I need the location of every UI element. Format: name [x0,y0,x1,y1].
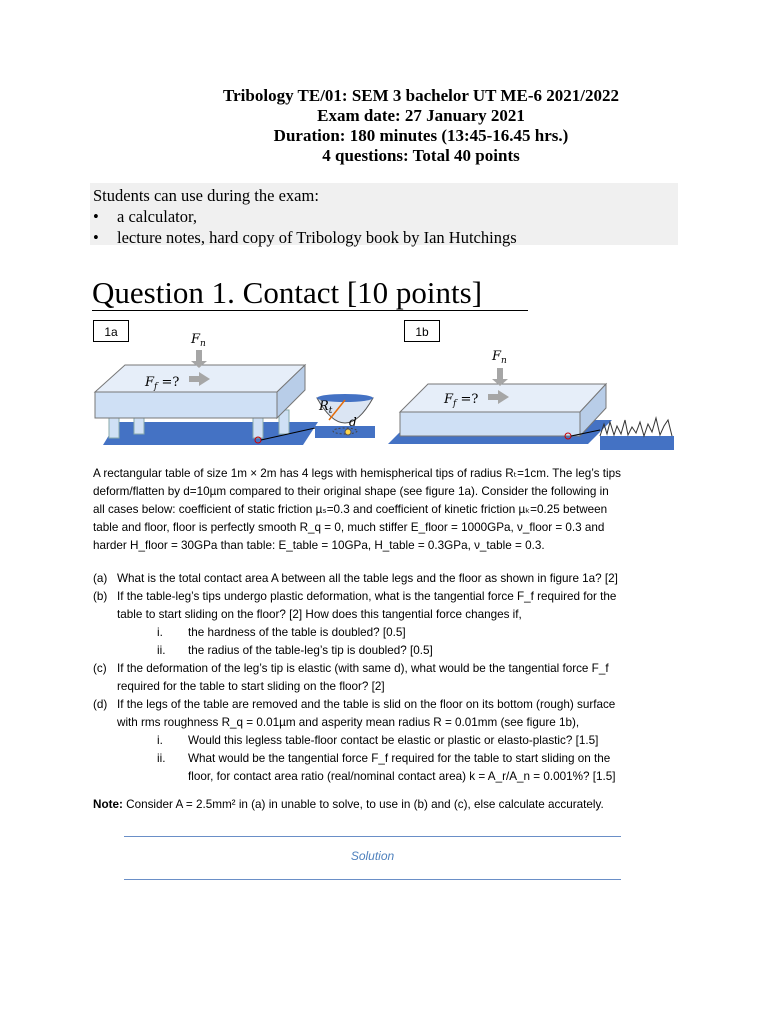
header-date: Exam date: 27 January 2021 [317,106,525,125]
figure-1b-diagram [388,340,688,455]
question-b: (b) If the table-leg’s tips undergo plastic deformation, what is the tangential force F_f required for the table to start sliding on the floor? [2] How does this tangential force changes if, [93,590,617,621]
table-front [95,392,277,418]
statement-line: table and floor, floor is perfectly smooth R_q = 0, much stiffer E_floor = 1000GPa, ν_floor = 0.3 and [93,521,605,534]
note-text: Consider A = 2.5mm² in (a) in unable to solve, to use in (b) and (c), else calculate accurately. [122,798,604,811]
ff-label: F [145,375,155,390]
question-title: Question 1. Contact [10 points] [92,275,483,310]
statement-line: deform/flatten by d=10µm compared to their original shape (see figure 1a). Consider the following in [93,485,609,498]
exam-header [0,86,768,166]
question-d: (d) If the legs of the table are removed and the table is slid on the floor on its bottom (rough) surface with rms roughness R_q = 0.01µm and asperity mean radius R = 0.01mm (see figure 1b), [93,698,616,729]
svg-text:Fn: $F_n$ [191,332,206,349]
svg-text:Fn: $F_n$ [492,349,507,366]
normal-force-arrow-1b [497,368,503,380]
svg-text:Ff =?: $F_f$ =? [145,375,180,392]
friction-force-arrow-1b [488,394,498,400]
solution-label: Solution [350,849,395,863]
svg-text:Ff =?: $F_f$ =? [444,392,479,409]
contact-spot [345,429,351,435]
friction-force-arrow [189,376,199,382]
question-d-i: i. Would this legless table-floor contact be elastic or plastic or elasto-plastic? [1.5] [157,734,599,747]
note-line [93,796,693,814]
question-b-i: i. the hardness of the table is doubled? [0.5] [157,626,406,639]
note-label: Note: [93,798,123,811]
figure-1a-diagram [93,330,393,455]
header-course: Tribology TE/01: SEM 3 bachelor UT ME-6 2021/2022 [223,86,619,105]
fn-label-1b: F [492,349,502,364]
allowed-materials-box [90,183,678,245]
question-b-ii: ii. the radius of the table-leg’s tip is doubled? [0.5] [157,644,433,657]
title-underline [92,310,528,311]
question-d-ii: ii. What would be the tangential force F_f required for the table to start sliding on the floor, for contact area ratio (real/nominal contact area) k = A_r/A_n = 0.001%? [1.5] [157,752,616,783]
header-duration: Duration: 180 minutes (13:45-16.45 hrs.) [273,126,569,145]
d-label: d [349,415,357,429]
header-total: 4 questions: Total 40 points [322,146,520,165]
ff-label-1b: F [444,392,454,407]
problem-statement [93,465,677,555]
zoom-floor-1b [600,436,674,450]
allowed-intro: Students can use during the exam: [93,186,319,205]
allowed-item: • a calculator, [93,207,197,226]
figure-1b-label: 1b [404,320,440,342]
solution-rule-top [124,836,621,837]
question-a: (a) What is the total contact area A between all the table legs and the floor as shown in figure 1a? [2] [93,572,618,585]
normal-force-arrow [196,350,202,362]
table-front-1b [400,412,580,436]
statement-line: all cases below: coefficient of static friction µₛ=0.3 and coefficient of kinetic friction µₖ=0.25 between [93,503,608,516]
allowed-item: • lecture notes, hard copy of Tribology book by Ian Hutchings [93,228,517,247]
sub-questions [93,570,683,786]
rt-label: R [319,399,329,414]
fn-label: F [191,332,201,347]
svg-text:Rt: $R_t$ [319,399,333,416]
solution-rule-bottom [124,879,621,880]
statement-line: A rectangular table of size 1m × 2m has 4 legs with hemispherical tips of radius Rₜ=1cm. The leg’s tips [93,467,621,480]
bullet-icon: • [93,207,99,226]
bullet-icon: • [93,228,99,247]
figure-1a-label: 1a [93,320,129,342]
question-c: (c) If the deformation of the leg’s tip is elastic (with same d), what would be the tangential force F_f required for the table to start sliding on the floor? [2] [93,662,609,693]
statement-line: harder H_floor = 30GPa than table: E_table = 10GPa, H_table = 0.3GPa, ν_table = 0.3. [93,539,545,552]
